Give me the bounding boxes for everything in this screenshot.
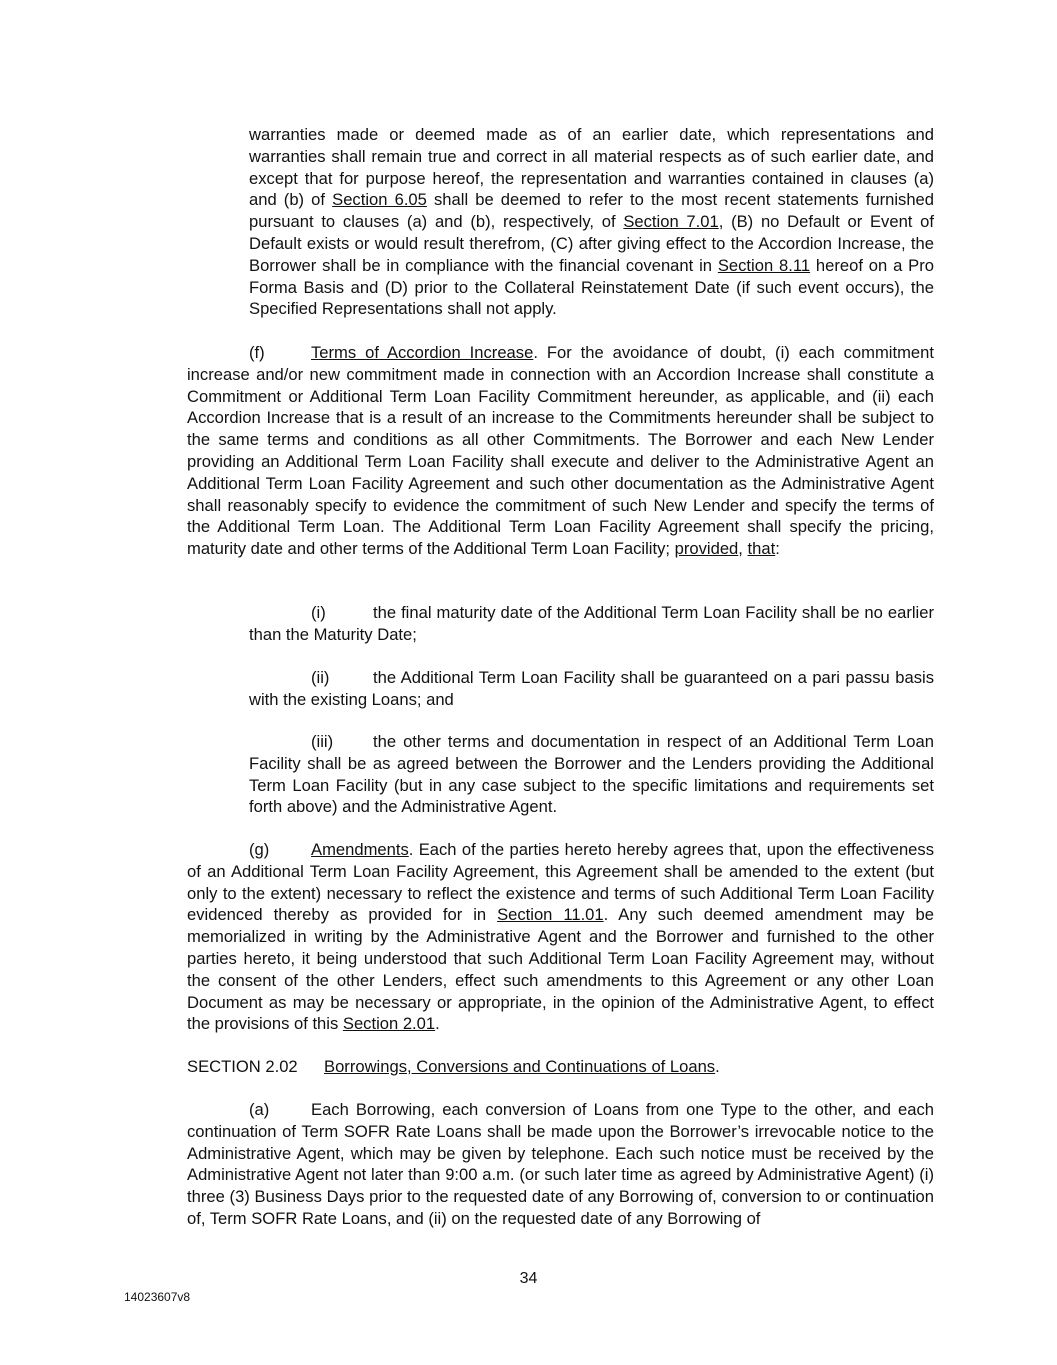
text-run: . For the avoidance of doubt, (i) each commitment increase and/or new commitment made in connection with an Accordion Increase shall constitute a Commitment or Additional Term Loan Facility Commitment hereunder, as applicable, and (ii) each Accordion Increase that is a result of an increase to the Commitments hereunder shall be subject to the same terms and conditions as all other Commitments. The Borrower and each New Lender providing an Additional Term Loan Facility shall execute and deliver to the Administrative Agent an Additional Term Loan Facility Agreement and such other documentation as the Administrative Agent shall reasonably specify to evidence the commitment of such New Lender and specify the terms of the Additional Term Loan. The Additional Term Loan Facility Agreement shall specify the pricing, maturity date and other terms of the Additional Term Loan Facility; [187, 343, 934, 559]
clause-heading: Amendments [311, 840, 409, 859]
paragraph-continuation [249, 124, 934, 320]
text-run: , (B) no Default or Event of Default exists or would result therefrom, (C) after giving effect to the Accordion Increase, the Borrower shall be in compliance with the financial covenant in [249, 212, 934, 275]
clause-number: (ii) [311, 668, 330, 687]
text-run: . [435, 1014, 440, 1034]
text-run: shall be deemed to refer to the most recent statements furnished pursuant to clauses (a) and (b), respectively, of [249, 190, 935, 232]
clause-heading: Terms of Accordion Increase [311, 343, 534, 362]
clause-number: (f) [249, 343, 265, 362]
subclause-iii [249, 731, 934, 818]
text-run: the final maturity date of the Additional Term Loan Facility shall be no earlier than the Maturity Date; [249, 603, 934, 644]
text-run: . Each of the parties hereto hereby agrees that, upon the effectiveness of an Additional Term Loan Facility Agreement, this Agreement shall be amended to the extent (but only to the extent) necessary to reflect the existence and terms of such Additional Term Loan Facility evidenced thereby as provided for in [187, 840, 934, 925]
section-reference: Section 6.05 [332, 190, 427, 210]
text-run: , [738, 539, 748, 559]
text-run: the Additional Term Loan Facility shall be guaranteed on a pari passu basis with the existing Loans; and [249, 668, 934, 709]
clause-number: (g) [249, 840, 270, 859]
subclause-ii [249, 667, 934, 711]
text-run: . [715, 1057, 720, 1076]
text-run: warranties made or deemed made as of an earlier date, which representations and warranties shall remain true and correct in all material respects as of such earlier date, and except that for purpose hereof, the representation and warranties contained in clauses (a) and (b) of [249, 125, 934, 210]
section-number: SECTION 2.02 [187, 1057, 298, 1076]
text-run: Each Borrowing, each conversion of Loans from one Type to the other, and each continuation of Term SOFR Rate Loans shall be made upon the Borrower’s irrevocable notice to the Administrative Agent, which may be given by telephone. Each such notice must be received by the Administrative Agent not later than 9:00 a.m. (or such later time as agreed by Administrative Agent) (i) three (3) Business Days prior to the requested date of any Borrowing of, conversion to or continuation of, Term SOFR Rate Loans, and (ii) on the requested date of any Borrowing of [187, 1100, 934, 1228]
emphasis-that: that [747, 539, 776, 559]
paragraph-f [187, 342, 934, 560]
section-title: Borrowings, Conversions and Continuations of Loans [324, 1057, 716, 1076]
page-number: 34 [519, 1270, 538, 1287]
section-reference: Section 11.01 [497, 905, 604, 925]
section-reference: Section 7.01 [623, 212, 719, 232]
emphasis-provided: provided [674, 539, 739, 559]
text-run: hereof on a Pro Forma Basis and (D) prior to the Collateral Reinstatement Date (if such event occurs), the Specified Representations shall not apply. [249, 255, 934, 319]
clause-number: (iii) [311, 732, 334, 751]
paragraph-a [187, 1099, 934, 1230]
section-reference: Section 8.11 [717, 255, 811, 275]
text-run: . Any such deemed amendment may be memorialized in writing by the Administrative Agent and the Borrower and furnished to the other parties hereto, it being understood that such Additional Term Loan Facility Agreement may, without the consent of the other Lenders, effect such amendments to this Agreement or any other Loan Document as may be necessary or appropriate, in the opinion of the Administrative Agent, to effect the provisions of this [187, 905, 934, 1034]
clause-number: (a) [249, 1100, 270, 1119]
clause-number: (i) [311, 603, 326, 622]
text-run: the other terms and documentation in respect of an Additional Term Loan Facility shall be as agreed between the Borrower and the Lenders providing the Additional Term Loan Facility (but in any case subject to the specific limitations and requirements set forth above) and the Administrative Agent. [249, 732, 934, 817]
section-reference: Section 2.01 [342, 1014, 436, 1034]
paragraph-g [187, 839, 934, 1035]
section-heading [187, 1056, 934, 1078]
document-id: 14023607v8 [124, 1290, 191, 1304]
text-run: : [775, 539, 780, 559]
subclause-i [249, 602, 934, 646]
